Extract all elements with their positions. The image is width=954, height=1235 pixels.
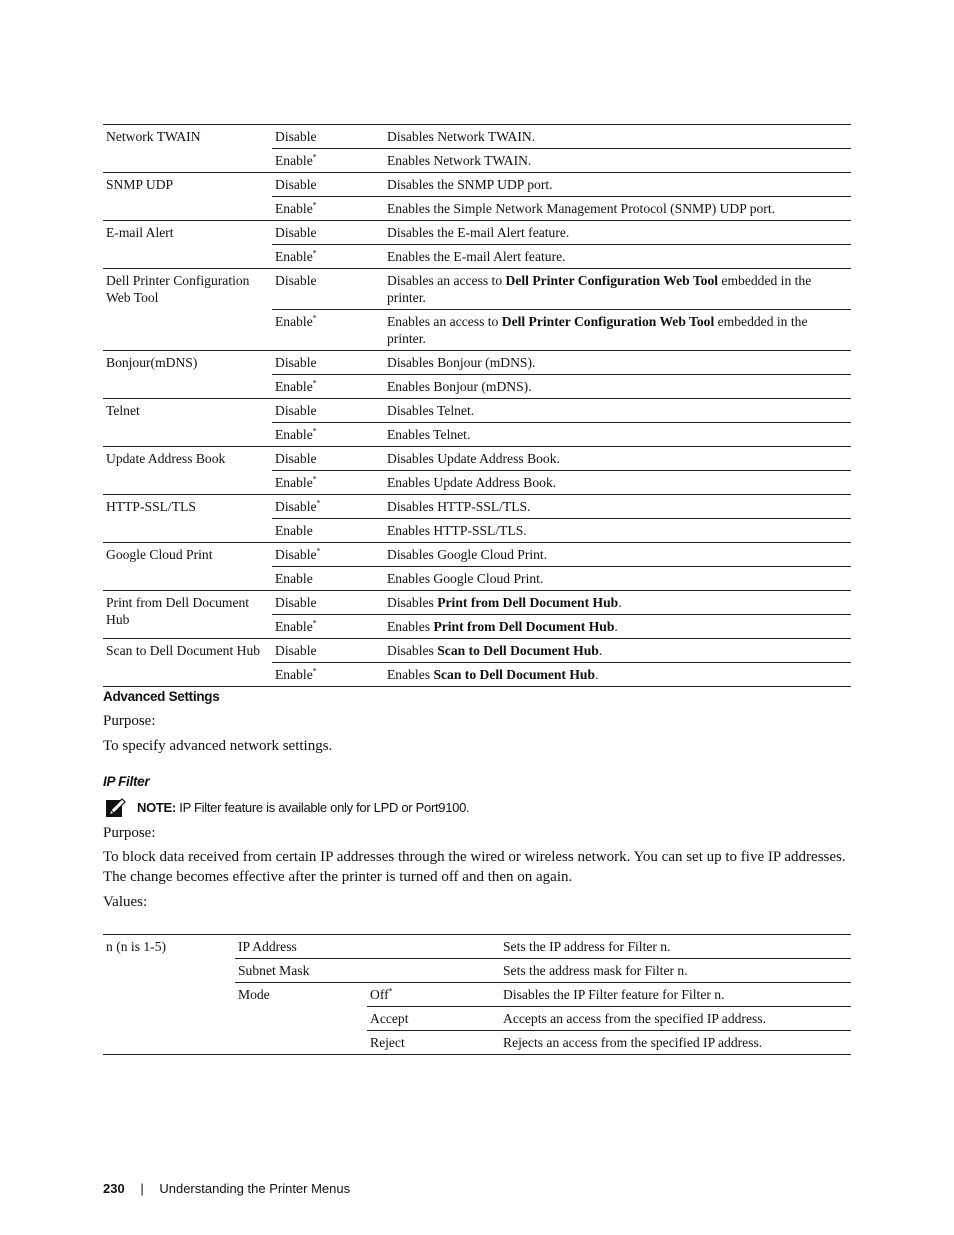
- default-marker: *: [312, 248, 317, 258]
- advanced-settings-heading: Advanced Settings: [103, 689, 220, 704]
- option-value: [272, 375, 384, 399]
- default-marker: *: [316, 546, 321, 556]
- option-value-text: Disable: [275, 355, 317, 370]
- option-value-text: Enable: [275, 153, 313, 168]
- desc-text: Enables: [387, 667, 434, 682]
- table-row: [103, 221, 851, 245]
- desc-text: Enables the E-mail Alert feature.: [387, 249, 566, 264]
- network-protocols-table: [103, 124, 851, 687]
- option-description: [384, 351, 851, 375]
- default-marker: *: [312, 426, 317, 436]
- option-value-text: Disable: [275, 547, 317, 562]
- option-value: [272, 423, 384, 447]
- purpose-label: Purpose:: [103, 713, 156, 729]
- table-row: [103, 125, 851, 149]
- setting-name: Scan to Dell Document Hub: [103, 639, 272, 687]
- ip-address-label: IP Address: [235, 935, 500, 959]
- note: [137, 800, 469, 815]
- ip-filter-table: [103, 934, 851, 1055]
- option-value-text: Enable: [275, 379, 313, 394]
- subnet-mask-label: Subnet Mask: [235, 959, 500, 983]
- option-value: [272, 471, 384, 495]
- option-value: [272, 639, 384, 663]
- purpose-text: To specify advanced network settings.: [103, 738, 333, 754]
- option-value-text: Disable: [275, 643, 317, 658]
- desc-bold-text: Dell Printer Configuration Web Tool: [501, 314, 715, 329]
- desc-text: Enables: [387, 619, 434, 634]
- page-number: 230: [103, 1181, 125, 1196]
- option-description: [384, 471, 851, 495]
- table-row: [103, 269, 851, 310]
- mode-value: Reject: [367, 1031, 500, 1055]
- table-row: [103, 351, 851, 375]
- option-description: [384, 197, 851, 221]
- option-value-text: Enable: [275, 314, 313, 329]
- note-label: NOTE:: [137, 800, 176, 815]
- setting-name: Google Cloud Print: [103, 543, 272, 591]
- default-marker: *: [312, 474, 317, 484]
- desc-bold-text: Dell Printer Configuration Web Tool: [505, 273, 719, 288]
- table-row: [103, 935, 851, 959]
- desc-text: Enables Update Address Book.: [387, 475, 557, 490]
- option-description: [384, 639, 851, 663]
- option-description: [384, 519, 851, 543]
- desc-text: embedded in the printer.: [387, 314, 808, 346]
- desc-bold-text: Print from Dell Document Hub: [433, 619, 615, 634]
- mode-value: [367, 983, 500, 1007]
- option-description: [384, 221, 851, 245]
- option-value-text: Enable: [275, 475, 313, 490]
- default-marker: *: [312, 378, 317, 388]
- desc-text: .: [595, 667, 599, 682]
- option-value: [272, 245, 384, 269]
- desc-text: Disables HTTP-SSL/TLS.: [387, 499, 531, 514]
- setting-name: Print from Dell Document Hub: [103, 591, 272, 639]
- option-value: [272, 173, 384, 197]
- option-description: [384, 615, 851, 639]
- values-label: Values:: [103, 894, 148, 910]
- mode-value-text: Off: [370, 987, 389, 1002]
- option-description: [384, 173, 851, 197]
- mode-label: Mode: [235, 983, 367, 1055]
- setting-name: Update Address Book: [103, 447, 272, 495]
- desc-bold-text: Print from Dell Document Hub: [437, 595, 619, 610]
- mode-desc: Disables the IP Filter feature for Filter n.: [500, 983, 851, 1007]
- option-value: [272, 125, 384, 149]
- desc-text: Enables Telnet.: [387, 427, 471, 442]
- table-row: [103, 495, 851, 519]
- desc-text: Enables an access to: [387, 314, 502, 329]
- option-value-text: Disable: [275, 273, 317, 288]
- option-description: [384, 447, 851, 471]
- desc-text: Enables Network TWAIN.: [387, 153, 532, 168]
- default-marker: *: [312, 618, 317, 628]
- option-value-text: Disable: [275, 403, 317, 418]
- option-value: [272, 310, 384, 351]
- option-value: [272, 149, 384, 173]
- setting-name: SNMP UDP: [103, 173, 272, 221]
- desc-text: Disables: [387, 595, 438, 610]
- desc-text: Disables Google Cloud Print.: [387, 547, 548, 562]
- table-row: [103, 639, 851, 663]
- desc-text: Enables Google Cloud Print.: [387, 571, 544, 586]
- default-marker: *: [312, 152, 317, 162]
- option-description: [384, 269, 851, 310]
- option-value: [272, 197, 384, 221]
- mode-value: Accept: [367, 1007, 500, 1031]
- option-value: [272, 543, 384, 567]
- desc-text: .: [618, 595, 622, 610]
- note-pencil-icon: [105, 797, 127, 819]
- option-value-text: Enable: [275, 201, 313, 216]
- table-row: [103, 543, 851, 567]
- option-value-text: Enable: [275, 571, 313, 586]
- mode-desc: Accepts an access from the specified IP address.: [500, 1007, 851, 1031]
- setting-name: Bonjour(mDNS): [103, 351, 272, 399]
- desc-text: Disables an access to: [387, 273, 506, 288]
- option-description: [384, 663, 851, 687]
- option-value-text: Enable: [275, 249, 313, 264]
- option-description: [384, 567, 851, 591]
- desc-text: Disables: [387, 643, 438, 658]
- option-value-text: Disable: [275, 499, 317, 514]
- option-value: [272, 399, 384, 423]
- option-value: [272, 663, 384, 687]
- option-value-text: Enable: [275, 427, 313, 442]
- default-marker: *: [316, 498, 321, 508]
- desc-text: embedded in the printer.: [387, 273, 812, 305]
- setting-name: E-mail Alert: [103, 221, 272, 269]
- footer-separator: |: [140, 1181, 144, 1196]
- option-description: [384, 149, 851, 173]
- desc-text: Disables Network TWAIN.: [387, 129, 536, 144]
- desc-text: Disables Update Address Book.: [387, 451, 560, 466]
- desc-text: Enables the Simple Network Management Protocol (SNMP) UDP port.: [387, 201, 775, 216]
- default-marker: *: [312, 666, 317, 676]
- table-row: [103, 447, 851, 471]
- table-row: [103, 173, 851, 197]
- page-footer: [103, 1181, 350, 1196]
- option-value-text: Enable: [275, 619, 313, 634]
- option-value: [272, 591, 384, 615]
- option-value: [272, 447, 384, 471]
- setting-name: Dell Printer Configuration Web Tool: [103, 269, 272, 351]
- option-value-text: Enable: [275, 523, 313, 538]
- option-value: [272, 221, 384, 245]
- desc-text: Disables the SNMP UDP port.: [387, 177, 553, 192]
- default-marker: *: [312, 200, 317, 210]
- option-description: [384, 591, 851, 615]
- desc-bold-text: Scan to Dell Document Hub: [433, 667, 596, 682]
- option-value: [272, 269, 384, 310]
- desc-text: .: [598, 643, 603, 658]
- desc-text: Enables HTTP-SSL/TLS.: [387, 523, 527, 538]
- ip-address-desc: Sets the IP address for Filter n.: [500, 935, 851, 959]
- ip-filter-heading: IP Filter: [103, 774, 150, 789]
- setting-name: HTTP-SSL/TLS: [103, 495, 272, 543]
- option-description: [384, 125, 851, 149]
- option-value-text: Disable: [275, 225, 317, 240]
- option-value-text: Disable: [275, 451, 317, 466]
- option-description: [384, 245, 851, 269]
- desc-text: .: [614, 619, 618, 634]
- table-row: [103, 591, 851, 615]
- option-description: [384, 495, 851, 519]
- ip-filter-purpose-label: Purpose:: [103, 825, 156, 841]
- default-marker: *: [388, 986, 393, 996]
- desc-text: Disables the E-mail Alert feature.: [387, 225, 570, 240]
- subnet-mask-desc: Sets the address mask for Filter n.: [500, 959, 851, 983]
- setting-name: Telnet: [103, 399, 272, 447]
- option-description: [384, 423, 851, 447]
- option-description: [384, 375, 851, 399]
- default-marker: *: [312, 313, 317, 323]
- desc-text: Disables Telnet.: [387, 403, 475, 418]
- option-description: [384, 543, 851, 567]
- option-value: [272, 351, 384, 375]
- note-text: IP Filter feature is available only for LPD or Port9100.: [175, 800, 470, 815]
- mode-desc: Rejects an access from the specified IP address.: [500, 1031, 851, 1055]
- option-value-text: Disable: [275, 595, 317, 610]
- setting-name: Network TWAIN: [103, 125, 272, 173]
- desc-text: Disables Bonjour (mDNS).: [387, 355, 536, 370]
- desc-bold-text: Scan to Dell Document Hub: [437, 643, 599, 658]
- desc-text: Enables Bonjour (mDNS).: [387, 379, 532, 394]
- option-value-text: Disable: [275, 129, 317, 144]
- option-description: [384, 310, 851, 351]
- option-value: [272, 567, 384, 591]
- table-row: [103, 399, 851, 423]
- option-value-text: Disable: [275, 177, 317, 192]
- option-value: [272, 519, 384, 543]
- ip-filter-purpose-text: To block data received from certain IP addresses through the wired or wireless network. You can set up to five IP addresses. The change becomes effective after the printer is turned off and then on again.: [103, 849, 846, 885]
- option-value-text: Enable: [275, 667, 313, 682]
- option-value: [272, 615, 384, 639]
- option-value: [272, 495, 384, 519]
- footer-section: Understanding the Printer Menus: [159, 1181, 351, 1196]
- option-description: [384, 399, 851, 423]
- filter-number-cell: n (n is 1-5): [103, 935, 235, 1055]
